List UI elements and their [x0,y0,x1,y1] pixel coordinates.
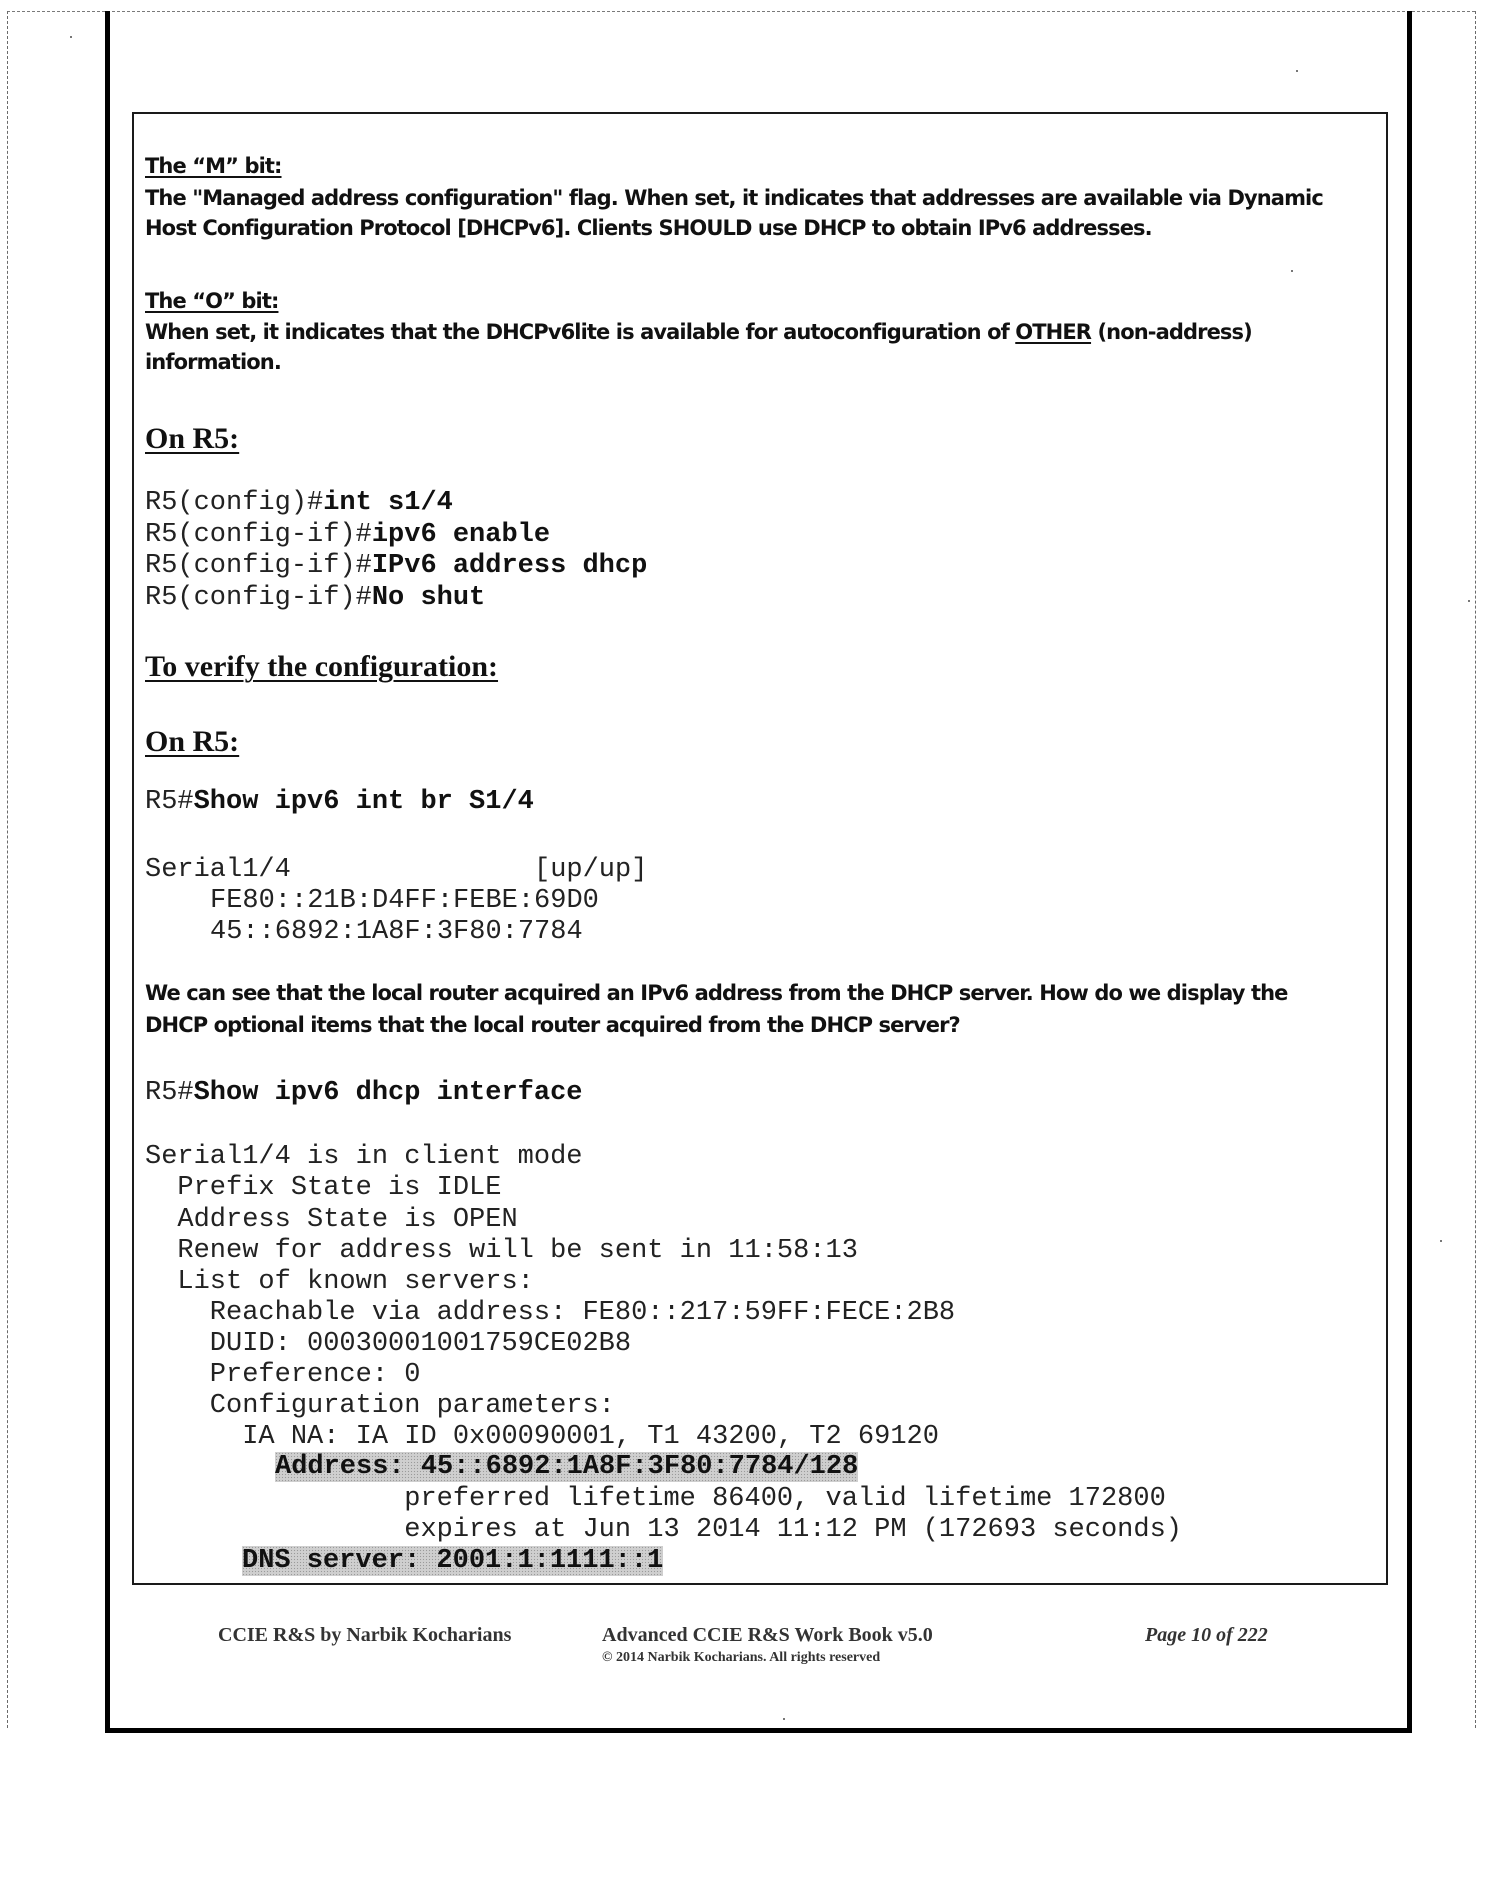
dhcp-output-line: Renew for address will be sent in 11:58:13 [145,1236,858,1266]
scan-speck [783,1718,785,1720]
o-bit-text-line-1 [145,320,1252,344]
dhcp-output-line: List of known servers: [145,1267,534,1297]
cli-command: int s1/4 [323,488,453,518]
cli-command: Show ipv6 int br S1/4 [193,787,534,817]
section-heading-on-r5: On R5: [145,422,240,455]
m-bit-text-line-2: Host Configuration Protocol [DHCPv6]. Clients SHOULD use DHCP to obtain IPv6 addresses. [145,216,1152,240]
brief-interface-status: [up/up] [534,855,648,885]
footer-author: CCIE R&S by Narbik Kocharians [218,1624,512,1646]
cli-prompt: R5(config-if)# [145,583,372,613]
show-dhcp-interface-command [145,1078,582,1108]
dhcp-output-line: Reachable via address: FE80::217:59FF:FECE:2B8 [145,1298,956,1328]
dhcp-output-line: preferred lifetime 86400, valid lifetime 172800 [145,1484,1166,1514]
dhcp-output-line: IA NA: IA ID 0x00090001, T1 43200, T2 69120 [145,1422,939,1452]
footer-copyright: © 2014 Narbik Kocharians. All rights reserved [602,1650,881,1665]
brief-link-local-address: FE80::21B:D4FF:FEBE:69D0 [210,886,599,916]
dhcp-dns-highlight [242,1546,663,1576]
config-line [145,551,647,581]
scan-speck [1468,600,1470,602]
brief-global-address: 45::6892:1A8F:3F80:7784 [210,917,583,947]
scan-edge-left [7,11,8,1728]
scan-speck [1296,70,1298,72]
m-bit-heading: The “M” bit: [145,154,282,178]
dhcp-output-line: Address State is OPEN [145,1205,518,1235]
cli-command: ipv6 enable [371,520,551,550]
scan-edge-right [1475,11,1476,1728]
footer-book-title: Advanced CCIE R&S Work Book v5.0 [602,1624,933,1646]
cli-prompt: R5(config)# [145,488,324,518]
scan-speck [1291,270,1293,272]
o-bit-text-line-2: information. [145,350,281,374]
dhcp-output-line: Configuration parameters: [145,1391,615,1421]
o-bit-text-end: (non-address) [1091,320,1252,344]
cli-prompt: R5(config-if)# [145,551,372,581]
o-bit-heading: The “O” bit: [145,289,279,313]
o-bit-text-start: When set, it indicates that the DHCPv6lite is available for autoconfiguration of [145,320,1016,344]
cli-command: Show ipv6 dhcp interface [193,1078,583,1108]
highlighted-dns-server: DNS server: 2001:1:1111::1 [242,1546,664,1576]
cli-prompt: R5# [145,787,194,817]
config-line [145,583,485,613]
dhcp-output-line: expires at Jun 13 2014 11:12 PM (172693 seconds) [145,1515,1182,1545]
show-int-brief-command [145,787,534,817]
highlighted-address: Address: 45::6892:1A8F:3F80:7784/128 [275,1452,859,1482]
dhcp-output-line: DUID: 00030001001759CE02B8 [145,1329,632,1359]
explanation-line-2: DHCP optional items that the local router acquired from the DHCP server? [145,1013,960,1037]
dhcp-address-highlight [275,1452,858,1482]
scan-speck [1440,1240,1442,1242]
cli-command: No shut [371,583,486,613]
verify-heading: To verify the configuration: [145,650,499,683]
verify-sub-heading: On R5: [145,725,240,758]
cli-prompt: R5(config-if)# [145,520,372,550]
cli-command: IPv6 address dhcp [371,551,648,581]
o-bit-emphasis: OTHER [1015,320,1092,344]
footer-page-number: Page 10 of 222 [1145,1624,1268,1646]
brief-interface-name: Serial1/4 [145,855,291,885]
m-bit-text-line-1: The "Managed address configuration" flag. When set, it indicates that addresses are available via Dynamic [145,186,1323,210]
config-line [145,520,550,550]
scan-speck [70,36,72,38]
dhcp-output-line: Preference: 0 [145,1360,421,1390]
dhcp-output-line: Prefix State is IDLE [145,1173,502,1203]
config-line [145,488,453,518]
explanation-line-1: We can see that the local router acquired an IPv6 address from the DHCP server. How do we display the [145,981,1288,1005]
dhcp-output-line: Serial1/4 is in client mode [145,1142,583,1172]
cli-prompt: R5# [145,1078,194,1108]
